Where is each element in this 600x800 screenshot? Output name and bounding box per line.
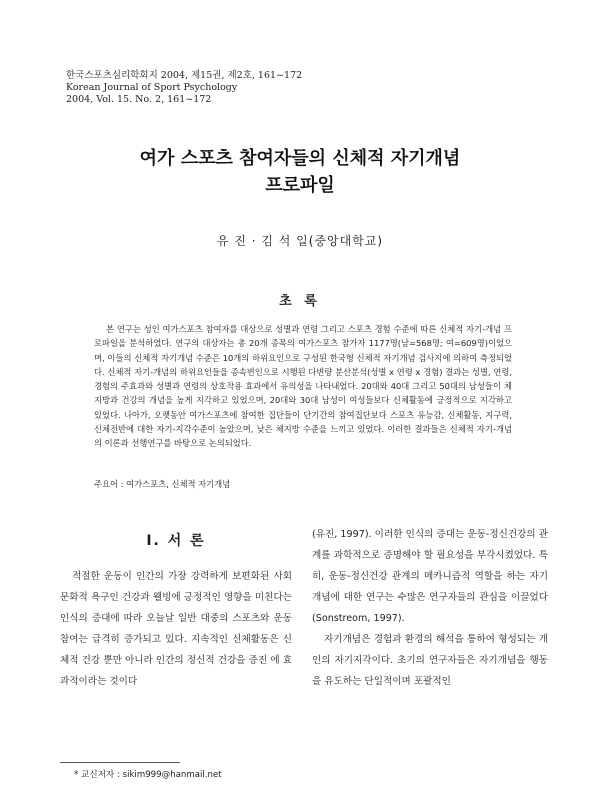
body-column-left xyxy=(60,566,292,692)
abstract-body: 본 연구는 성인 여가스포츠 참여자를 대상으로 성별과 연령 그리고 스포츠 경험 수준에 따른 신체적 자기-개념 프로파일을 분석하였다. 연구의 대상자는 총 20개 종목의 여가스포츠 참가자 1177명(남=568명; 여=609명)이었으며, 이들의 신체적 자기개념 수준은 10개의 하위요인으로 구성된 한국형 신체적 자기개념 검사지에 의하여 측정되었다. 신체적 자기-개념의 하위요인들을 종속변인으로 시행된 다변량 분산분석(성별 x 연령 x 경험) 결과는 성별, 연령, 경험의 주효과와 성별과 연령의 상호작용 효과에서 유의성을 나타내었다. 20대와 40대 그리고 50대의 남성들이 체지방과 건강의 개념을 높게 지각하고 있었으며, 20대와 30대 남성이 여성들보다 신체활동에 긍정적으로 지각하고 있었다. 나아가, 오랫동안 여가스포츠에 참여한 집단들이 단기간의 참여집단보다 스포츠 유능감, 신체활동, 지구력, 신체전반에 대한 자기-지각수준이 높았으며, 낮은 체지방 수준을 느끼고 있었다. 이러한 결과들은 신체적 자기-개념의 이론과 선행연구를 바탕으로 논의되었다. xyxy=(94,324,512,449)
journal-name-english: Korean Journal of Sport Psychology xyxy=(66,82,238,93)
paper-title-line-2: 프로파일 xyxy=(265,175,335,196)
keywords: 주요어 : 여가스포츠, 신체적 자기개념 xyxy=(94,479,231,489)
section-heading-introduction: Ⅰ. 서 론 xyxy=(146,533,206,549)
journal-citation-english: 2004, Vol. 15. No. 2, 161~172 xyxy=(66,94,212,105)
body-column-right xyxy=(312,524,548,692)
paper-authors: 유 진 · 김 석 일(중앙대학교) xyxy=(216,234,384,248)
abstract-heading: 초 록 xyxy=(279,294,321,309)
footnote-divider xyxy=(60,762,180,763)
paragraph: 적절한 운동이 인간의 가장 강력하게 보편화된 사회 문화적 욕구인 건강과 웰빙에 긍정적인 영향을 미친다는 인식의 증대에 따라 오늘날 일반 대중의 스포츠와 운동 참여는 급격히 증가되고 있다. 지속적인 신체활동은 신체적 건강 뿐만 아니라 인간의 정신적 건강을 증진 에 효과적이라는 것이다 xyxy=(60,571,292,687)
journal-citation-korean: 한국스포츠심리학회지 2004, 제15권, 제2호, 161~172 xyxy=(66,70,303,81)
paragraph: 자기개념은 경험과 환경의 해석을 통하여 형성되는 개인의 자기지각이다. 초기의 연구자들은 자기개념을 행동을 유도하는 단일적이며 포괄적인 xyxy=(312,634,548,687)
footnote-corresponding-author: * 교신저자 : sikim999@hanmail.net xyxy=(74,770,222,780)
paper-title-line-1: 여가 스포츠 참여자들의 신체적 자기개념 xyxy=(139,148,461,169)
journal-header xyxy=(66,70,302,106)
paragraph: (유진, 1997). 이러한 인식의 증대는 운동-정신건강의 관계를 과학적으로 증명해야 할 필요성을 부각시켰었다. 특히, 운동-정신건강 관계의 메카니즘적 역할을 하는 자기개념에 대한 연구는 수많은 연구자들의 관심을 이끌었다(Sonstreom, 1997). xyxy=(312,529,548,624)
